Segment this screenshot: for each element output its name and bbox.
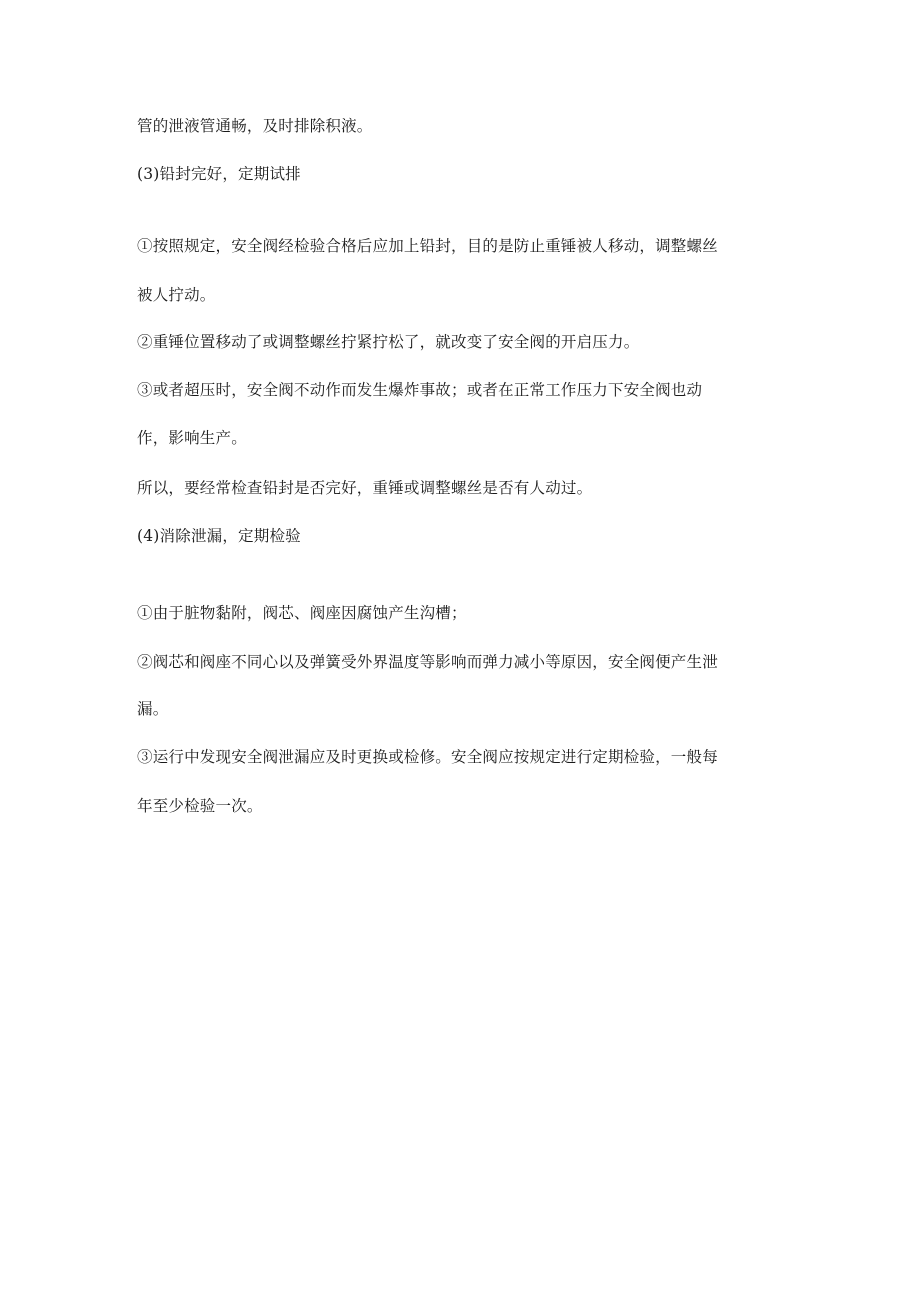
paragraph-line: 被人拧动。: [137, 286, 216, 304]
paragraph-line: ①按照规定，安全阀经检验合格后应加上铅封，目的是防止重锤被人移动，调整螺丝: [137, 237, 718, 255]
paragraph-line: ③或者超压时，安全阀不动作而发生爆炸事故；或者在正常工作压力下安全阀也动: [137, 381, 703, 399]
paragraph-line: 漏。: [137, 700, 169, 718]
paragraph-line: ②重锤位置移动了或调整螺丝拧紧拧松了，就改变了安全阀的开启压力。: [137, 333, 640, 351]
paragraph-line: ③运行中发现安全阀泄漏应及时更换或检修。安全阀应按规定进行定期检验，一般每: [137, 748, 718, 766]
paragraph-line: 所以，要经常检查铅封是否完好，重锤或调整螺丝是否有人动过。: [137, 479, 593, 497]
section-heading: (4)消除泄漏，定期检验: [137, 527, 301, 545]
paragraph-line: 年至少检验一次。: [137, 797, 263, 815]
paragraph-line: 管的泄液管通畅，及时排除积液。: [137, 117, 373, 135]
paragraph-line: 作，影响生产。: [137, 429, 247, 447]
section-heading: (3)铅封完好，定期试排: [137, 165, 301, 183]
paragraph-line: ②阀芯和阀座不同心以及弹簧受外界温度等影响而弹力减小等原因，安全阀便产生泄: [137, 653, 718, 671]
paragraph-line: ①由于脏物黏附，阀芯、阀座因腐蚀产生沟槽；: [137, 604, 467, 622]
